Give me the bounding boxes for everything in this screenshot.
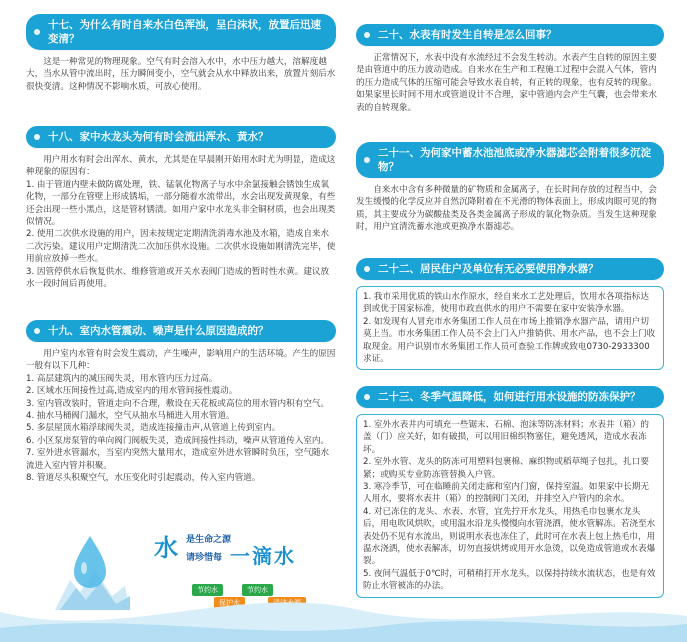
section-17-paragraph: 这是一种常见的物理现象。空气有时会溶入水中，水中压力越大，溶解度越大，当水从管中流出时，压力瞬间变小，空气就会从水中释放出来，放置片刻后水很快变清。这种情况不影响水质，可放心使用。 — [26, 57, 336, 92]
section-18-paragraph: 用户用水有时会出浑水、黄水，尤其是在早晨刚开始用水时尤为明显，造成这种现象的原因有： — [26, 155, 336, 178]
section-23-list — [363, 419, 657, 593]
section-22 — [356, 258, 664, 370]
section-18 — [26, 126, 336, 290]
slogan-line-2: 请珍惜每 — [186, 553, 223, 563]
section-21-paragraph: 自来水中含有多种微量的矿物质和金属离子，在长时间存放的过程当中，会发生缓慢的化学反应并自然沉降附着在不光滑的物体表面上，形成肉眼可见的物质，其主要成分为碳酸盐类及各类金属离子形成的氧化物杂质。当发生这种现象时，用户宜清洗蓄水池或更换净水器滤芯。 — [356, 185, 657, 233]
section-19 — [26, 320, 336, 484]
list-item: 4. 对已冻住的龙头、水表、水管，宜先拧开水龙头，用热毛巾包裹水龙头后，用电吹风烘吹，或用温水沿龙头慢慢向水管浇洒，使水管解冻。若浇至水表处仍不见有水流出，则说明水表也冻住了，此时可在水表上包上热毛巾，用温水浇洒，使水表解冻，切勿直接烘烤或用开水急烫，以免造成管道或水表爆裂。 — [363, 506, 656, 567]
list-item: 3. 寒冷季节，可在临睡前关闭走廊和室内门窗，保持室温。如果家中长期无人用水，要将水表井（箱）的控制阀门关闭，并排空入户管内的余水。 — [363, 482, 649, 505]
section-17-title: 十七、为什么有时自来水白色浑浊，呈白沫状，放置后迅速变清？ — [26, 14, 336, 50]
section-22-body — [356, 286, 664, 370]
section-20-body — [356, 52, 664, 114]
tag-save-water-2: 节约水 — [242, 584, 273, 596]
list-item: 3. 室内管改装时，管道走向不合理，敷设在天花板或高位的用水管内积有空气。 — [26, 398, 330, 409]
section-19-paragraph: 用户室内水管有时会发生震动，产生噪声，影响用户的生活环境。产生的原因一般有以下几种： — [26, 349, 336, 372]
list-item: 6. 小区泵房泵管的单向阀门阀板失灵，造成间接性抖动，噪声从管道传入室内。 — [26, 435, 330, 446]
slogan-big-char: 水 — [154, 533, 178, 562]
list-item: 2. 使用二次供水设施的用户，因未按规定定期清洗消毒水池及水箱，造成自来水二次污染。建议用户定期清洗二次加压供水设施。二次供水设施如刚清洗完毕，使用前应放掉一些水。 — [26, 229, 336, 265]
section-20 — [356, 24, 664, 114]
section-23 — [356, 386, 664, 598]
section-22-list — [363, 291, 657, 365]
list-item: 7. 室外进水管漏水，当室内突然大量用水，造成室外进水管瞬时负压，空气随水流进入室内管并积聚。 — [26, 448, 330, 471]
section-18-title: 十八、家中水龙头为何有时会流出浑水、黄水？ — [26, 126, 336, 148]
section-19-title: 十九、室内水管震动、噪声是什么原因造成的？ — [26, 320, 336, 342]
bottom-wave-decoration — [0, 572, 687, 642]
section-21-body — [356, 184, 664, 234]
section-23-body — [356, 414, 664, 598]
list-item: 3. 因管停供水后恢复供水、维修管道或开关水表阀门造成的暂时性水黄。建议放水一段时间后再使用。 — [26, 266, 330, 290]
tag-protect-water: 保护水 — [214, 597, 245, 609]
tag-save-water: 节约水 — [192, 584, 223, 596]
list-item: 5. 夜间气温低于0℃时，可稍稍打开水龙头，以保持持续水流状态，也是有效防止水管被冻的办法。 — [363, 568, 656, 592]
section-18-list — [26, 179, 336, 291]
section-20-paragraph: 正常情况下，水表中没有水流经过不会发生转动。水表产生自转的原因主要是由管道中的压力波动造成。自来水在生产和工程施工过程中会混入气体，管内的压力造成气体的压缩可能会导致水表自转，有正转的现象，也有反转的现象。如果家里长时间不用水或管道设计不合理，家中管道内会产生气囊，也会带来水表的自转现象。 — [356, 53, 657, 113]
list-item: 1. 室外水表井内可填充一些锯末、石棉、泡沫等防冻材料；水表井（箱）的盖（门）应关好，如有破损，可以用旧棉织物塞住，避免透风，造成水表冻坏。 — [363, 420, 649, 455]
section-17-body — [26, 56, 336, 93]
section-18-body — [26, 154, 336, 290]
list-item: 8. 管道尽头积聚空气，水压变化时引起震动，传入室内管道。 — [26, 473, 261, 484]
section-23-title: 二十三、冬季气温降低，如何进行用水设施的防冻保护？ — [356, 386, 664, 408]
list-item: 1. 由于管道内壁未做防腐处理，铁、锰氧化物离子与水中余氯接触会锈蚀生成氧化物，一部分在管壁上形成锈垢，一部分随着水流带出，水会出现发黄现象，有些还会出现一些小黑点，这是管材锈渍。如用户家中水龙头非全铜材质，也会出现类似情况。 — [26, 179, 336, 228]
section-21-title: 二十一、为何家中蓄水池池底或净水器滤芯会附着很多沉淀物？ — [356, 142, 664, 178]
list-item: 1. 高层建筑内的减压阀失灵，用水管内压力过高。 — [26, 373, 218, 384]
section-20-title: 二十、水表有时发生自转是怎么回事？ — [356, 24, 664, 46]
list-item: 2. 区域水压间接性过高,造成室内的用水管间接性震动。 — [26, 386, 238, 397]
list-item: 5. 多层屋顶水箱浮球阀失灵，造成连接撞击声,从管道上传到室内。 — [26, 423, 281, 434]
list-item: 2. 如发现有人冒充市水务集团工作人员在市场上推销净水器产品，请用户切莫上当。市水务集团工作人员不会上门入户推销供、用水产品，也不会上门收取现金。用户识别市水务集团工作人员可查验工作牌或致电0730-2933300求证。 — [363, 316, 656, 365]
section-17 — [26, 14, 336, 93]
section-22-title: 二十二、居民住户及单位有无必要使用净水器？ — [356, 258, 664, 280]
section-21 — [356, 142, 664, 234]
slogan-big-text: 一滴水 — [230, 544, 296, 568]
list-item: 1. 我市采用优质的铁山水作原水，经自来水工艺处理后，饮用水各项指标达到或优于国家标准，使用市政直供水的用户不需要在家中安装净水器。 — [363, 292, 649, 315]
list-item: 4. 抽水马桶阀门漏水，空气从抽水马桶进入用水管道。 — [26, 411, 235, 422]
list-item: 2. 室外水管、龙头的防冻可用塑料包裹棉、麻织物或稻草绳子包扎，扎口要紧；或购买专业防冻管替换入户管。 — [363, 457, 649, 480]
slogan-line-1: 是生命之源 — [186, 535, 232, 545]
section-19-body — [26, 348, 336, 484]
section-19-list — [26, 373, 336, 485]
